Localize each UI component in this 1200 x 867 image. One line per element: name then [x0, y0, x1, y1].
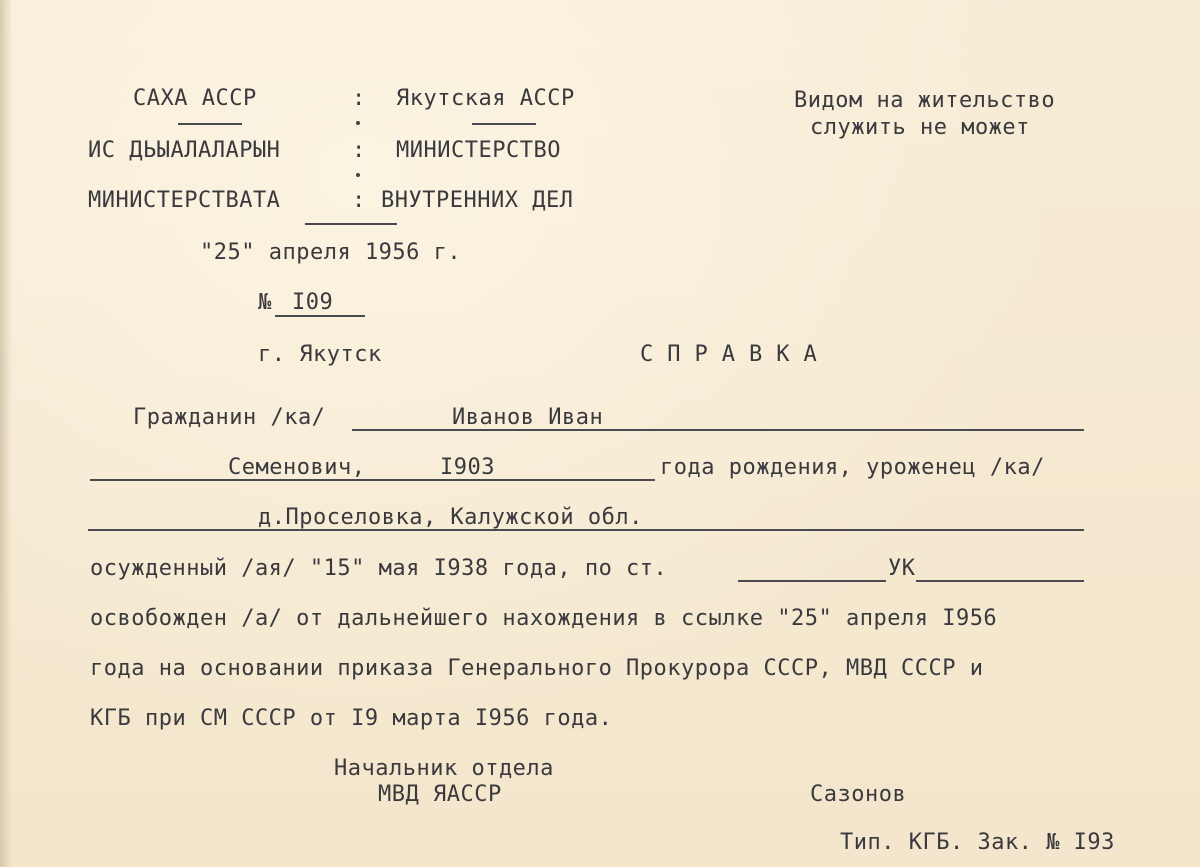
header-left-line2: ИС ДЬЫАЛАЛАРЫН — [88, 138, 281, 163]
citizen-name: Иванов Иван — [452, 405, 604, 430]
print-footer: Тип. КГБ. Зак. № I93 — [840, 830, 1115, 855]
notice-line1: Видом на жительство — [794, 88, 1056, 113]
city: г. Якутск — [258, 342, 382, 367]
header-separator-3: : — [352, 188, 366, 213]
header-left-line3: МИНИСТЕРСТВАТА — [88, 188, 281, 213]
number-underline — [275, 315, 365, 317]
citizen-patronymic: Семенович, — [228, 455, 366, 480]
header-right-line3: ВНУТРЕННИХ ДЕЛ — [381, 188, 574, 213]
document-title: СПРАВКА — [640, 342, 831, 367]
number-sign: № — [258, 290, 272, 315]
paper-edge — [0, 0, 12, 867]
header-separator-1: : — [352, 86, 366, 111]
document-number: I09 — [292, 290, 334, 315]
body-paragraph-2: года на основании приказа Генерального Прокурора СССР, МВД СССР и — [90, 656, 984, 681]
header-separator-underline — [305, 223, 397, 225]
signatory-position-1: Начальник отдела — [334, 756, 554, 781]
body-paragraph-1: освобожден /а/ от дальнейшего нахождения в ссылке "25" апреля I956 — [90, 606, 998, 631]
patronymic-underline — [90, 479, 655, 481]
signatory-name: Сазонов — [810, 782, 907, 807]
separator-dot — [356, 121, 360, 125]
document-date: "25" апреля 1956 г. — [200, 240, 462, 265]
body-paragraph-3: КГБ при СМ СССР от I9 марта I956 года. — [90, 706, 613, 731]
notice-line2: служить не может — [810, 115, 1030, 140]
birthplace-underline — [88, 529, 1084, 531]
header-right-line2: МИНИСТЕРСТВО — [396, 138, 561, 163]
header-separator-2: : — [352, 138, 366, 163]
birth-suffix: года рождения, уроженец /ка/ — [660, 455, 1045, 480]
signatory-position-2: МВД ЯАССР — [378, 782, 502, 807]
birth-year: I903 — [440, 455, 495, 480]
code-underline — [916, 580, 1084, 582]
sentenced-line: осужденный /ая/ "15" мая I938 года, по ст. — [90, 556, 668, 581]
article-underline — [738, 580, 886, 582]
birthplace: д.Проселовка, Калужской обл. — [258, 505, 643, 530]
separator-dot — [356, 173, 360, 177]
citizen-label: Гражданин /ка/ — [133, 405, 326, 430]
header-left-line1: САХА АССР — [133, 86, 257, 111]
header-right-underline — [472, 123, 536, 125]
header-right-line1: Якутская АССР — [396, 86, 575, 111]
criminal-code: УК — [888, 556, 916, 581]
header-left-underline — [178, 123, 242, 125]
name-underline — [352, 429, 1084, 431]
